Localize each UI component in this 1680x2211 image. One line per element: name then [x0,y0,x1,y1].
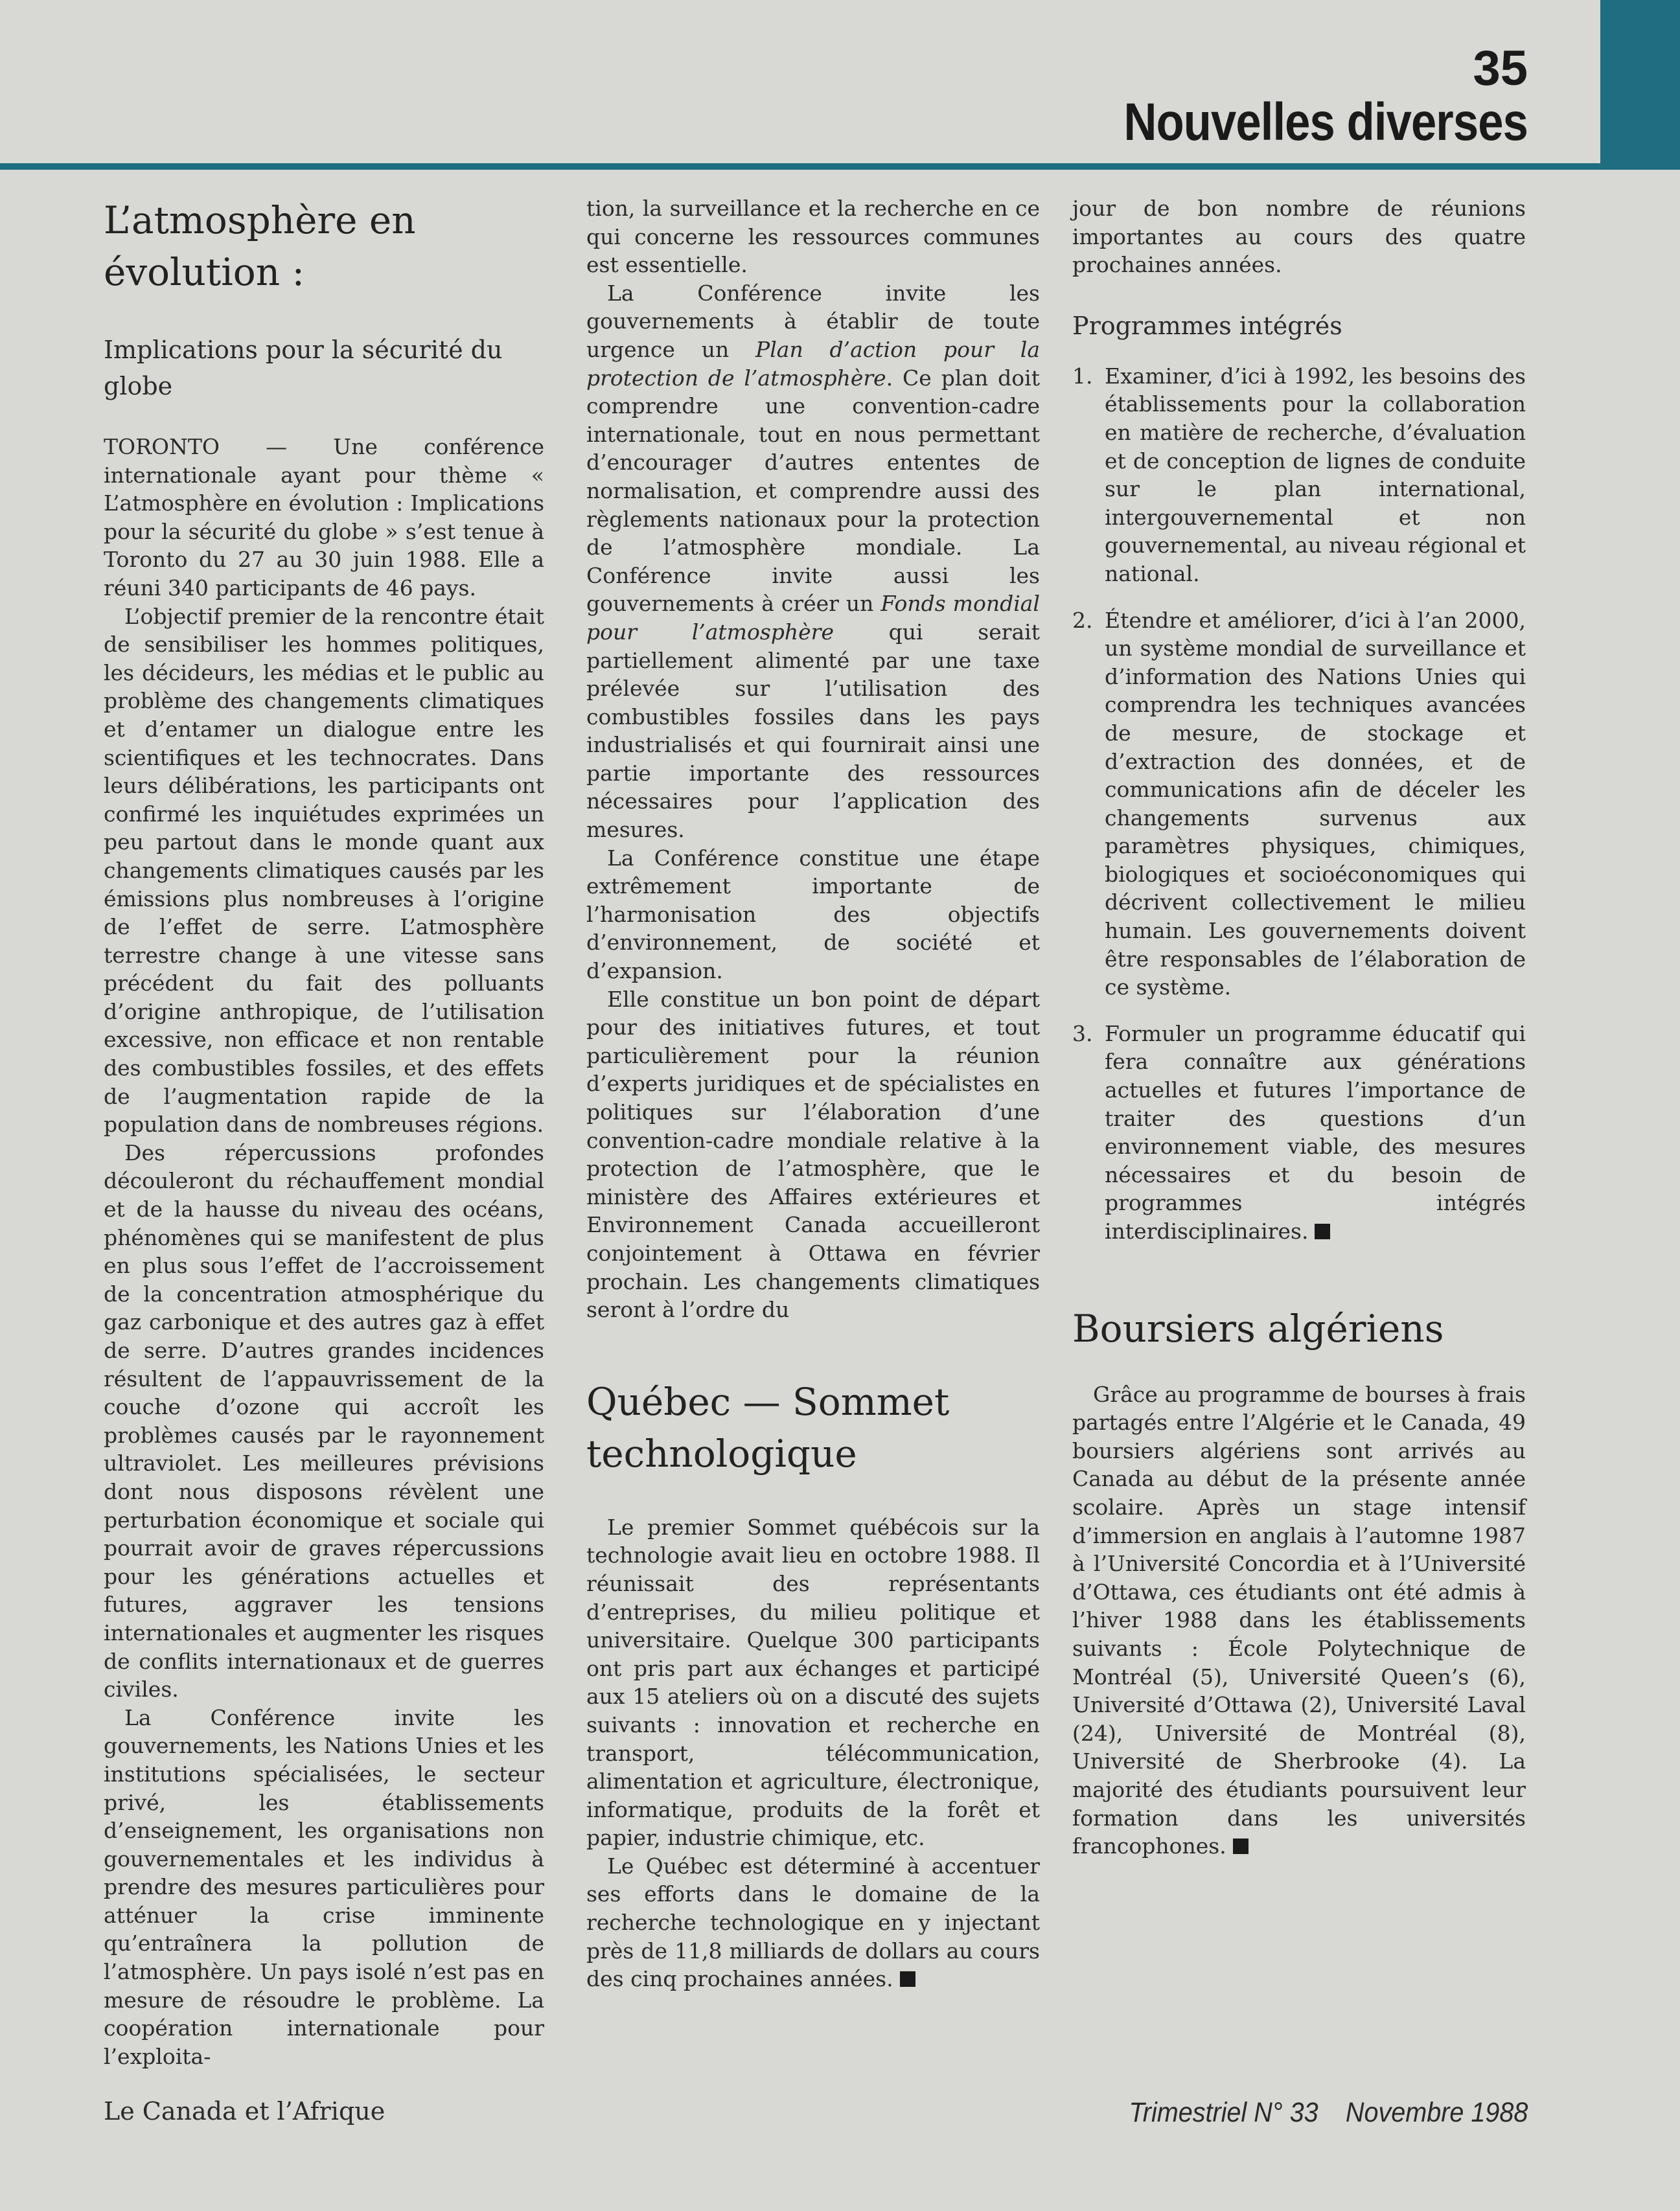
article1-subtitle: Implications pour la sécurité du globe [104,336,503,400]
header-rule [0,163,1680,170]
article1-paragraph: Des répercussions profondes découleront du réchauffement mondial et de la hausse du niveau des océans, phénomènes qui se manifestent de plus en plus sous l’effet de l’accroissement de la concentration atmosphérique du gaz carbonique et des autres gaz à effet de serre. D’autres grandes incidences résultent de l’appauvrissement de la couche d’ozone qui accroît les problèmes causés par le rayonnement ultraviolet. Les meilleures prévisions dont nous disposons révèlent une perturbation économique et sociale qui pourrait avoir de graves répercussions pour les générations actuelles et futures, aggraver les tensions internationales et augmenter les risques de conflits internationaux et de guerres civiles. [104,1140,544,1702]
article3-paragraph: Grâce au programme de bourses à frais partagés entre l’Algérie et le Canada, 49 boursiers algériens sont arrivés au Canada au début de la présente année scolaire. Après un stage intensif d’immersion en anglais à l’automne 1987 à l’Université Concordia et à l’Université d’Ottawa, ces étudiants ont été admis à l’hiver 1988 dans les établissements suivants : École Polytechnique de Montréal (5), Université Queen’s (6), Université d’Ottawa (2), Université Laval (24), Université de Montréal (8), Université de Sherbrooke (4). La majorité des étudiants poursuivent leur formation dans les universités francophones. [1072,1381,1526,1859]
issue-info [1129,2099,1528,2127]
article2-paragraph: Le premier Sommet québécois sur la technologie avait lieu en octobre 1988. Il réunissait des représentants d’entreprises, du milieu politique et universitaire. Quelque 300 participants ont pris part aux échanges et participé aux 15 ateliers où on a discuté des sujets suivants : innovation et recherche en transport, télécommunication, alimentation et agriculture, électronique, informatique, produits de la forêt et papier, industrie chimique, etc. [586,1514,1040,1851]
article1-paragraph: TORONTO — Une conférence internationale ayant pour thème « L’atmosphère en évolution : Implications pour la sécurité du globe » s’est tenue à Toronto du 27 au 30 juin 1988. Elle a réuni 340 participants de 46 pays. [104,434,544,601]
article1-paragraph: La Conférence invite les gouvernements à établir de toute urgence un Plan d’action pour la protection de l’atmosphère. Ce plan doit comprendre une convention-cadre internationale, tout en nous permettant d’encourager d’autres ententes de normalisation, et comprendre aussi des règlements nationaux pour la protection de l’atmosphère mondiale. La Conférence invite aussi les gouvernements à créer un Fonds mondial pour l’atmosphère qui serait partiellement alimenté par une taxe prélevée sur l’utilisation des combustibles fossiles dans les pays industrialisés et qui fournirait ainsi une partie importante des ressources nécessaires pour l’application des mesures. [586,280,1040,843]
publication-name: Le Canada et l’Afrique [104,2097,385,2125]
header-color-tab [1600,0,1680,163]
list-item: 1. Examiner, d’ici à 1992, les besoins des établissements pour la collaboration en matière de recherche, d’évaluation et de conception de lignes de conduite sur le plan international, intergouvernemental et non gouvernemental, au niveau régional et national. [1072,363,1526,586]
end-of-article-mark [1233,1839,1248,1854]
fund-title: Fonds mondial pour l’atmosphère [586,591,1040,645]
issue-date: Novembre 1988 [1345,2097,1528,2128]
article1-title: L’atmosphère en évolution : [104,198,416,294]
article1-paragraph-continued: La Conférence invite les gouvernements, les Nations Unies et les institutions spécialisées, le secteur privé, les établissements d’enseignement, les organisations non gouvernementales et les individus à prendre des mesures particulières pour atténuer la crise imminente qu’entraînera la pollution de l’atmosphère. Un pays isolé n’est pas en mesure de résoudre le problème. La coopération internationale pour l’exploita- [104,1704,544,2069]
article1-paragraph-continuation: jour de bon nombre de réunions importantes au cours des quatre prochaines années. [1072,196,1526,278]
end-of-article-mark [900,1971,915,1987]
column-2 [586,194,1040,1993]
article1-paragraph: La Conférence constitue une étape extrêmement importante de l’harmonisation des objectifs d’environnement, de société et d’expansion. [586,845,1040,984]
article1-paragraph-continuation: tion, la surveillance et la recherche en ce qui concerne les ressources communes est essentielle. [586,196,1040,278]
column-1 [104,194,544,2070]
programs-list [1072,362,1526,1246]
list-item: 2. Étendre et améliorer, d’ici à l’an 2000, un système mondial de surveillance et d’information des Nations Unies qui comprendra les techniques avancées de mesure, de stockage et d’extraction des données, et de communications afin de déceler les changements survenus aux paramètres physiques, chimiques, biologiques et socioéconomiques qui décrivent collectivement le milieu humain. Les gouvernements doivent être responsables de l’élaboration de ce système. [1072,607,1526,1000]
article2-paragraph: Le Québec est déterminé à accentuer ses efforts dans le domaine de la recherche technologique en y injectant près de 11,8 milliards de dollars au cours des cinq prochaines années. [586,1853,1040,1992]
issue-number: Trimestriel N° 33 [1129,2097,1318,2128]
column-3 [1072,194,1526,1861]
end-of-article-mark [1315,1224,1330,1239]
page-number: 35 [1473,41,1528,96]
programs-heading: Programmes intégrés [1072,311,1342,340]
article2-title: Québec — Sommet technologique [586,1379,950,1476]
list-item: 3. Formuler un programme éducatif qui fera connaître aux générations actuelles et futures l’importance de traiter des questions d’un environnement viable, des mesures nécessaires et du besoin de programmes intégrés interdisciplinaires. [1072,1020,1526,1244]
plan-title: Plan d’action pour la protection de l’atmosphère [586,336,1040,391]
article3-title: Boursiers algériens [1072,1306,1444,1351]
article1-paragraph: L’objectif premier de la rencontre était de sensibiliser les hommes politiques, les décideurs, les médias et le public au problème des changements climatiques et d’entamer un dialogue entre les scientifiques et les technocrates. Dans leurs délibérations, les participants ont confirmé les inquiétudes exprimées un peu partout dans le monde quant aux changements climatiques causés par les émissions plus nombreuses à l’origine de l’effet de serre. L’atmosphère terrestre change à une vitesse sans précédent du fait des polluants d’origine anthropique, de l’utilisation excessive, non efficace et non rentable des combustibles fossiles, et des effets de l’augmentation rapide de la population dans de nombreuses régions. [104,603,544,1138]
section-title: Nouvelles diverses [1123,93,1528,152]
article1-paragraph-continued: Elle constitue un bon point de départ pour des initiatives futures, et tout particulièrement pour la réunion d’experts juridiques et de spécialistes en politiques sur l’élaboration d’une convention-cadre mondiale relative à la protection de l’atmosphère, que le ministère des Affaires extérieures et Environnement Canada accueilleront conjointement à Ottawa en février prochain. Les changements climatiques seront à l’ordre du [586,986,1040,1323]
